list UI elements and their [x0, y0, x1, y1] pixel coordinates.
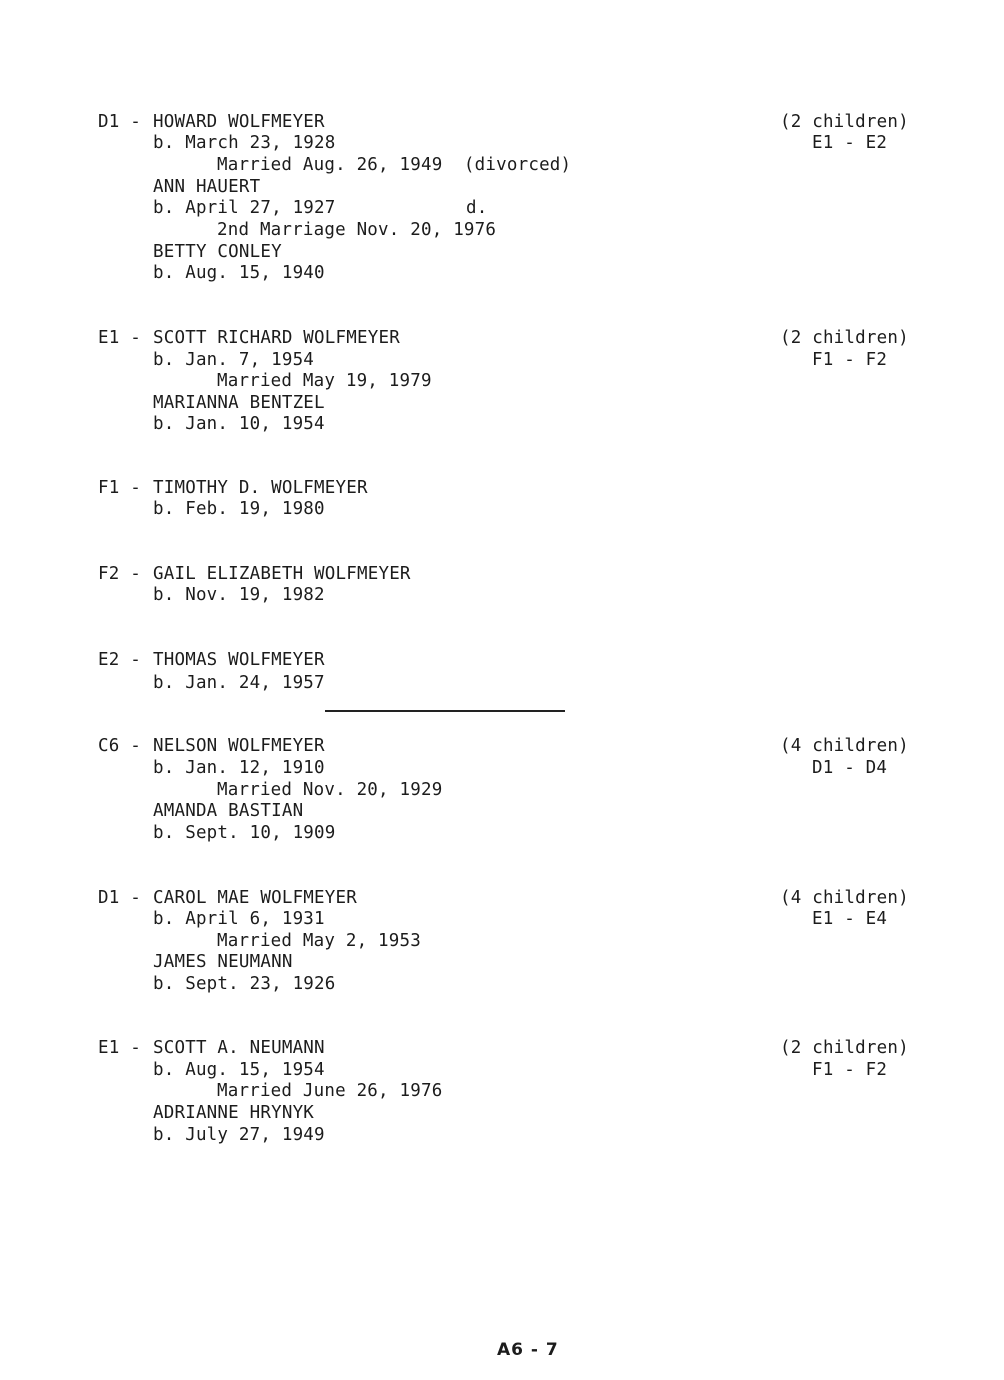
- spouse-name: MARIANNA BENTZEL: [153, 393, 325, 413]
- children-count: (4 children): [780, 736, 909, 756]
- entry-code: D1 -: [98, 888, 141, 908]
- spouse-birth-date: b. Sept. 10, 1909: [153, 823, 336, 843]
- birth-date: b. March 23, 1928: [153, 133, 336, 153]
- spouse-birth-date: b. Sept. 23, 1926: [153, 974, 336, 994]
- children-count: (4 children): [780, 888, 909, 908]
- entry-code: E1 -: [98, 1038, 141, 1058]
- marriage-date: Married June 26, 1976: [217, 1081, 443, 1101]
- birth-date: b. Aug. 15, 1954: [153, 1060, 325, 1080]
- person-name: SCOTT A. NEUMANN: [153, 1038, 325, 1058]
- children-range: F1 - F2: [812, 1060, 888, 1080]
- children-range: E1 - E4: [812, 909, 888, 929]
- spouse-birth-date: b. April 27, 1927: [153, 198, 336, 218]
- entry-code: D1 -: [98, 112, 141, 132]
- birth-date: b. Nov. 19, 1982: [153, 585, 325, 605]
- children-count: (2 children): [780, 1038, 909, 1058]
- death-mark: d.: [466, 198, 488, 218]
- marriage-date: Married Aug. 26, 1949 (divorced): [217, 155, 572, 175]
- person-name: GAIL ELIZABETH WOLFMEYER: [153, 564, 411, 584]
- second-marriage-date: 2nd Marriage Nov. 20, 1976: [217, 220, 497, 240]
- entry-code: E1 -: [98, 328, 141, 348]
- marriage-date: Married May 2, 1953: [217, 931, 421, 951]
- birth-date: b. April 6, 1931: [153, 909, 325, 929]
- birth-date: b. Feb. 19, 1980: [153, 499, 325, 519]
- birth-date: b. Jan. 12, 1910: [153, 758, 325, 778]
- person-name: CAROL MAE WOLFMEYER: [153, 888, 357, 908]
- marriage-date: Married May 19, 1979: [217, 371, 432, 391]
- spouse-birth-date: b. Jan. 10, 1954: [153, 414, 325, 434]
- entry-code: E2 -: [98, 650, 141, 670]
- children-count: (2 children): [780, 112, 909, 132]
- spouse-name: AMANDA BASTIAN: [153, 801, 304, 821]
- person-name: TIMOTHY D. WOLFMEYER: [153, 478, 368, 498]
- birth-date: b. Jan. 24, 1957: [153, 673, 325, 693]
- children-count: (2 children): [780, 328, 909, 348]
- children-range: D1 - D4: [812, 758, 888, 778]
- spouse-name: ANN HAUERT: [153, 177, 261, 197]
- spouse-birth-date: b. July 27, 1949: [153, 1125, 325, 1145]
- children-range: F1 - F2: [812, 350, 888, 370]
- second-spouse-name: BETTY CONLEY: [153, 242, 282, 262]
- person-name: NELSON WOLFMEYER: [153, 736, 325, 756]
- marriage-date: Married Nov. 20, 1929: [217, 780, 443, 800]
- person-name: THOMAS WOLFMEYER: [153, 650, 325, 670]
- children-range: E1 - E2: [812, 133, 888, 153]
- entry-code: F1 -: [98, 478, 141, 498]
- second-spouse-birth-date: b. Aug. 15, 1940: [153, 263, 325, 283]
- person-name: SCOTT RICHARD WOLFMEYER: [153, 328, 400, 348]
- birth-date: b. Jan. 7, 1954: [153, 350, 315, 370]
- section-divider: [325, 710, 565, 712]
- person-name: HOWARD WOLFMEYER: [153, 112, 325, 132]
- spouse-name: JAMES NEUMANN: [153, 952, 293, 972]
- entry-code: C6 -: [98, 736, 141, 756]
- page-number: A6 - 7: [497, 1340, 559, 1360]
- entry-code: F2 -: [98, 564, 141, 584]
- spouse-name: ADRIANNE HRYNYK: [153, 1103, 315, 1123]
